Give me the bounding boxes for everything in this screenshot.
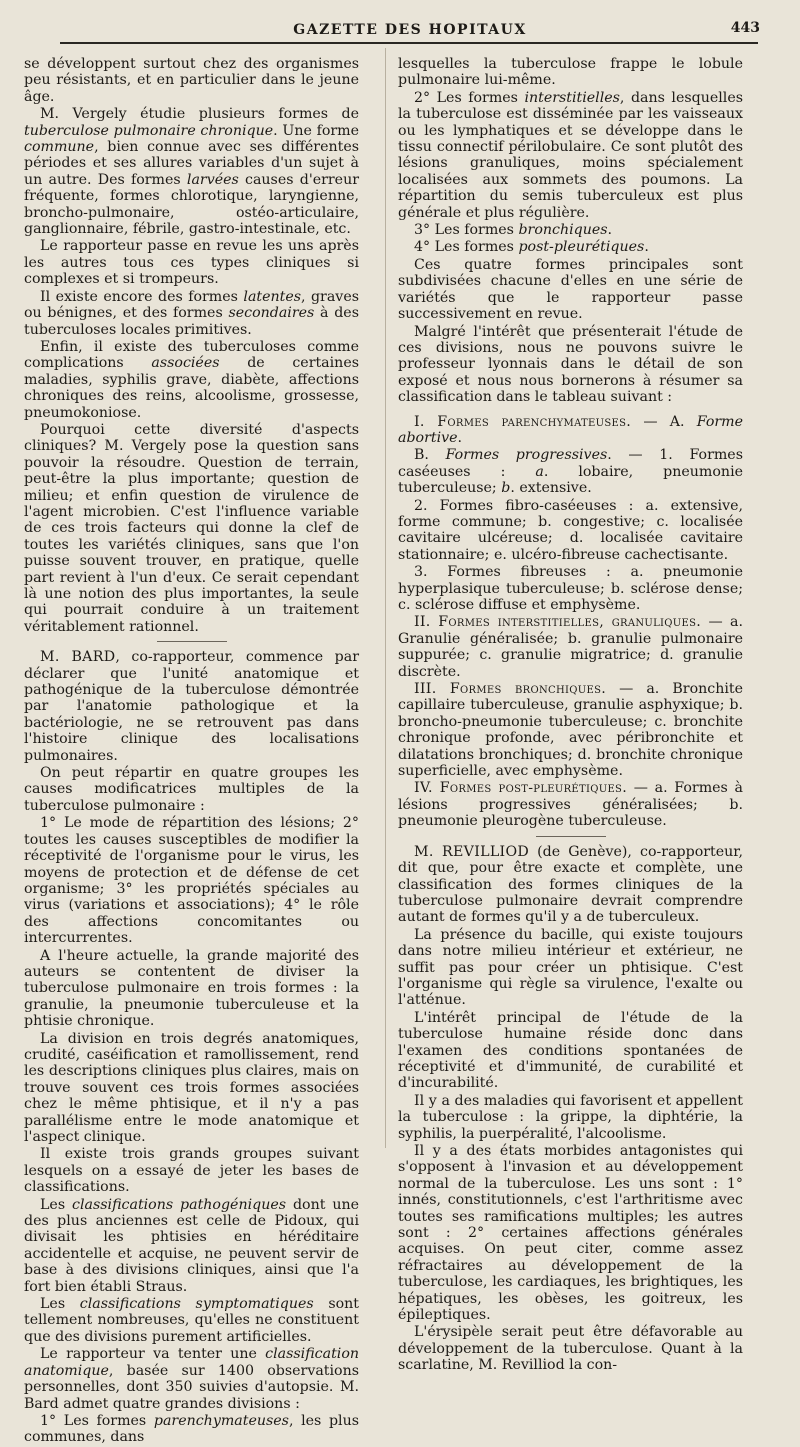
paragraph: Malgré l'intérêt que présenterait l'étude de ces divisions, nous ne pouvons suivre le professeur lyonnais dans le détail de son exposé et nous nous bornerons à résumer sa classification dans le tableau suivant : (398, 323, 743, 406)
paragraph: 4° Les formes post-pleurétiques. (414, 239, 649, 256)
page-header (60, 14, 760, 54)
paragraph: Les classifications pathogéniques dont une des plus anciennes est celle de Pidoux, qui divisait les phtisies en héréditaire accidentelle et acquise, ne peuvent servir de base à des divisions cliniques, ainsi que l'a fort bien établi Straus. (24, 1196, 360, 1295)
paragraph: Les classifications symptomatiques sont tellement nombreuses, qu'elles ne constituent que des divisions purement artificielles. (24, 1296, 359, 1345)
section-separator (157, 641, 227, 642)
paragraph: Il existe trois grands groupes suivant lesquels on a essayé de jeter les bases de classifications. (24, 1146, 359, 1196)
paragraph: La division en trois degrés anatomiques, crudité, caséification et ramollissement, rend les descriptions cliniques plus claires, mais on trouve souvent ces trois formes associées chez le même phtisique, et il n'y a pas parallélisme entre le mode anatomique et l'aspect clinique. (24, 1030, 359, 1145)
paragraph: On peut répartir en quatre groupes les causes modificatrices multiples de la tuberculose pulmonaire : (24, 765, 359, 814)
running-title: GAZETTE DES HOPITAUX (293, 22, 527, 38)
paragraph: L'intérêt principal de l'étude de la tuberculose humaine réside donc dans l'examen des conditions spontanées de réceptivité et d'immunité, de curabilité et d'incurabilité. (398, 1009, 743, 1092)
page-number: 443 (730, 20, 760, 36)
paragraph: Il existe encore des formes latentes, graves ou bénignes, et des formes secondaires à des tuberculoses locales primitives. (24, 288, 359, 338)
paragraph: Il y a des maladies qui favorisent et appellent la tuberculose : la grippe, la diphtérie, la syphilis, la puerpéralité, l'alcoolisme. (398, 1092, 743, 1142)
paragraph: 1° Les formes parenchymateuses, les plus communes, dans (24, 1412, 359, 1446)
paragraph: La présence du bacille, qui existe toujours dans notre milieu intérieur et extérieur, ne suffit pas pour créer un phtisique. C'est l'organisme qui règle sa virulence, l'exalte ou l'atténue. (398, 926, 743, 1009)
classification-item: I. Formes parenchymateuses. — A. Forme abortive. (398, 413, 743, 446)
column-divider (385, 48, 386, 1148)
section-separator (536, 836, 606, 837)
paragraph: M. REVILLIOD (de Genève), co-rapporteur, dit que, pour être exacte et complète, une classification des formes cliniques de la tuberculose pulmonaire devrait comprendre autant de formes qu'il y a de tuberculeux. (398, 843, 743, 926)
paragraph: lesquelles la tuberculose frappe le lobule pulmonaire lui-même. (398, 56, 743, 89)
paragraph: 1° Le mode de répartition des lésions; 2° toutes les causes susceptibles de modifier la réceptivité de l'organisme pour le virus, les moyens de protection et de défense de cet organisme; 3° les propriétés spéciales au virus (variations et associations); 4° le rôle des affections concomitantes ou intercurrentes. (24, 815, 359, 947)
paragraph: Enfin, il existe des tuberculoses comme complications associées de certaines maladies, syphilis grave, diabète, affections chroniques des reins, alcoolisme, grossesse, pneumokoniose. (24, 338, 359, 421)
right-column (398, 56, 743, 1375)
paragraph: Le rapporteur passe en revue les uns après les autres tous ces types cliniques si complexes et si trompeurs. (24, 238, 359, 288)
header-rule (60, 42, 758, 44)
paragraph: se développent surtout chez des organismes peu résistants, et en particulier dans le jeune âge. (24, 56, 359, 105)
paragraph: Pourquoi cette diversité d'aspects cliniques? M. Vergely pose la question sans pouvoir la résoudre. Question de terrain, peut-être la plus importante; question de milieu; et enfin question de virulence de l'agent microbien. C'est l'influence variable de ces trois facteurs qui donne la clef de toutes les variétés cliniques, sans que l'on puisse souvent trouver, en pratique, quelle part revient à l'un d'eux. Ce serait cependant là une notion des plus importantes, la seule qui pourrait conduire à un traitement véritablement rationnel. (24, 421, 359, 635)
classification-item: B. Formes progressives. — 1. Formes caséeuses : a. lobaire, pneumonie tuberculeuse; b. extensive. (398, 447, 743, 497)
left-column (24, 56, 359, 1447)
paragraph: Le rapporteur va tenter une classification anatomique, basée sur 1400 observations personnelles, dont 350 suivies d'autopsie. M. Bard admet quatre grandes divisions : (24, 1346, 359, 1412)
classification-item: IV. Formes post-pleurétiques. — a. Formes à lésions progressives généralisées; b. pneumonie pleurogène tuberculeuse. (398, 780, 743, 830)
paragraph: 2° Les formes interstitielles, dans lesquelles la tuberculose est disséminée par les vaisseaux ou les lymphatiques et se développe dans le tissu connectif périlobulaire. Ce sont plutôt des lésions granuliques, moins spécialement localisées aux sommets des poumons. La répartition du semis tuberculeux est plus générale et plus régulière. (398, 89, 743, 221)
paragraph: Ces quatre formes principales sont subdivisées chacune d'elles en une série de variétés que le rapporteur passe successivement en revue. (398, 256, 743, 323)
paragraph: M. Vergely étudie plusieurs formes de tuberculose pulmonaire chronique. Une forme commune, bien connue avec ses différentes périodes et ses allures variables d'un sujet à un autre. Des formes larvées causes d'erreur fréquente, formes chlorotique, laryngienne, broncho-pulmonaire, ostéo-articulaire, ganglionnaire, fébrile, gastro-intestinale, etc. (24, 106, 360, 238)
classification-item: 3. Formes fibreuses : a. pneumonie hyperplasique tuberculeuse; b. sclérose dense; c. sclérose diffuse et emphysème. (398, 564, 743, 613)
paragraph: A l'heure actuelle, la grande majorité des auteurs se contentent de diviser la tuberculose pulmonaire en trois formes : la granulie, la pneumonie tuberculeuse et la phtisie chronique. (24, 947, 359, 1030)
classification-item: 2. Formes fibro-caséeuses : a. extensive, forme commune; b. congestive; c. localisée cavitaire ulcéreuse; d. localisée cavitaire stationnaire; e. ulcéro-fibreuse cachectisante. (398, 497, 743, 563)
paragraph: L'érysipèle serait peut être défavorable au développement de la tuberculose. Quant à la scarlatine, M. Revilliod la con- (398, 1324, 743, 1374)
paragraph: 3° Les formes bronchiques. (414, 222, 613, 239)
paragraph: M. BARD, co-rapporteur, commence par déclarer que l'unité anatomique et pathogénique de la tuberculose démontrée par l'anatomie pathologique et la bactériologie, ne se retrouvent pas dans l'histoire clinique des localisations pulmonaires. (24, 649, 359, 764)
paragraph: Il y a des états morbides antagonistes qui s'opposent à l'invasion et au développement normal de la tuberculose. Les uns sont : 1° innés, constitutionnels, c'est l'arthritisme avec toutes ses ramifications multiples; les autres sont : 2° certaines affections générales acquises. On peut citer, comme assez réfractaires au développement de la tuberculose, les cardiaques, les brightiques, les hépatiques, les obèses, les goitreux, les épileptiques. (398, 1143, 743, 1324)
classification-item: II. Formes interstitielles, granuliques. — a. Granulie généralisée; b. granulie pulmonaire suppurée; c. granulie migratrice; d. granulie discrète. (398, 614, 743, 680)
classification-item: III. Formes bronchiques. — a. Bronchite capillaire tuberculeuse, granulie asphyxique; b. broncho-pneumonie tuberculeuse; c. bronchite chronique profonde, avec péribronchite et dilatations bronchiques; d. bronchite chronique superficielle, avec emphysème. (398, 681, 743, 780)
